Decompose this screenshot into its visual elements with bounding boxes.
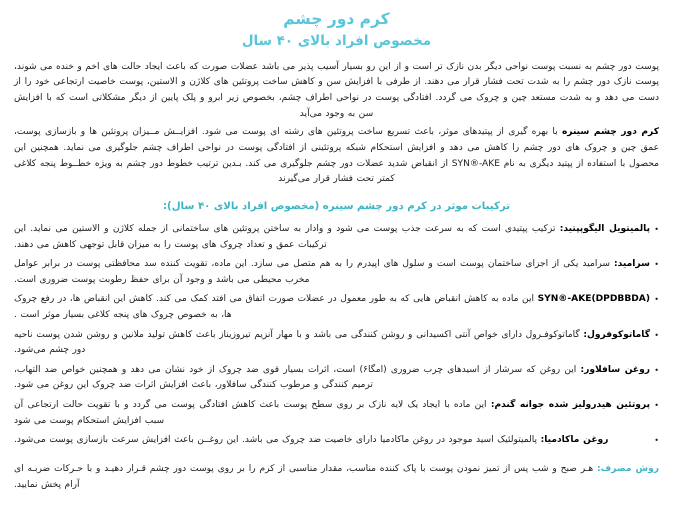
product-name-bold: کرم دور چشم سینره — [561, 127, 659, 138]
ingredient-description: ترکیب پپتیدی است که به سرعت جذب پوست می شود و وادار به ساختن پروتئین های ساختمانی از جمله کلاژن و الاستین می نماید. این ترکیبات عمق و تعداد چروک های پوست را به میزان قابل توجهی کاهش می دهند. — [14, 224, 560, 250]
ingredient-name: روغن ماکادمیا: — [540, 434, 609, 445]
ingredient-description: پالمیتولئیک اسید موجود در روغن ماکادمیا دارای خاصیت ضد چروک می باشد. این روغــن باعث افزایش سرعت بازسازی پوست می‌شود. — [14, 434, 541, 445]
ingredient-description: این ماده با ایجاد یک لایه نازک بر روی سطح پوست باعث کاهش افتادگی پوست می گردد و با تقویت حالت ارتجاعی آن سبب افزایش استحکام پوست می شود — [14, 399, 491, 426]
list-item — [14, 328, 659, 360]
ingredients-list — [14, 222, 659, 449]
list-item — [14, 292, 659, 324]
intro-paragraph-2-text: با بهره گیری از پپتیدهای موثر، باعث تسریع ساخت پروتئین های رشته ای پوست می شود. افزایــش مــیزان پروتئین ها و بازسازی پوست، عمق چین و چروک های دور چشم را کاهش می دهد و افزایش استحکام شبکه پروتئینی از افتادگی پوست در نواحی اطراف چشم جلوگیری می نماید. همچنین این محصول با استفاده از پپتید دیگری به نام — [14, 127, 659, 169]
syn-ake-token: SYN®-AKE — [451, 158, 500, 169]
ingredient-name: پروتئین هیدرولیز شده جوانه گندم: — [490, 399, 650, 410]
intro-paragraph-1: پوست دور چشم به نسبت پوست نواحی دیگر بدن نازک تر است و از این رو بسیار آسیب پذیر می باشد عضلات صورت که باعث ایجاد حالت های اخم و خنده می شوند، پوست نازک دور چشم را به شدت تحت فشار قرار می دهند. از طرفی با افزایش سن و کاهش ساخت پروتئین های کلاژن و الاستین، پوست خاصیت ارتجاعی خود را از دست می دهد و به شدت مستعد چین و چروک می گردد. افتادگی پوست در نواحی اطراف چشم، بخصوص زیر ابرو و پلک پایین از دیگر مشکلاتی است که با افزایش سن به وجود می‌آید — [14, 61, 659, 119]
title-block — [14, 8, 659, 52]
ingredient-description: این ماده به کاهش انقباض هایی که به طور معمول در عضلات صورت اتفاق می افتد کمک می کند. کاهش این انقباض ها، در رفع چروک ها، به خصوص چروک های پنجه کلاغی بسیار موثر است . — [14, 294, 538, 321]
list-item — [14, 398, 659, 430]
ingredient-name: روغن سافلاور: — [580, 364, 650, 375]
page-subtitle: مخصوص افراد بالای ۴۰ سال — [241, 33, 432, 50]
ingredient-description: گاماتوکوفـرول دارای خواص آنتی اکسیدانی و روشن کنندگی می باشد و با مهار آنزیم تیروزیناز باعث کاهش تولید ملانین و روشن شدن پوست ناحیه دور چشم می‌شود. — [14, 329, 584, 356]
intro-paragraph-2-continued: از انقباض شدید عضلات دور چشم جلوگیری می کند. بـدین ترتیب خطوط دور چشم به ویژه خطــوط پنجه کلاغی کمتر تحت فشار قرار می‌گیرند — [14, 158, 452, 185]
ingredients-section-heading: ترکیبات موثر در کرم دور چشم سینره (مخصوص افراد بالای ۴۰ سال): — [162, 200, 511, 212]
ingredient-name: گاماتوکوفرول: — [583, 329, 650, 340]
ingredient-description: سرامید یکی از اجزای ساختمان پوست است و سلول های اپیدرم را به هم متصل می سازد. این ماده، تقویت کننده سد محافظتی پوست در برابر عوامل مخرب محیطی می باشد و وجود آن برای حفظ رطوبت پوست ضروری است. — [14, 259, 615, 286]
list-item — [14, 222, 659, 254]
ingredient-name: سرامید: — [614, 259, 650, 270]
usage-text: هـر صبح و شب پس از تمیز نمودن پوست با پاک کننده مناسب، مقدار مناسبی از کرم را بر روی پوست دور چشم قـرار دهیـد و با حـرکات ضربـه ای آرام پخش نمایید. — [14, 463, 598, 490]
usage-label: روش مصرف: — [597, 463, 659, 474]
list-item — [14, 433, 659, 449]
ingredient-description: این روغن که سرشار از اسیدهای چرب ضروری (امگا۶) است، اثرات بسیار قوی ضد چروک از خود نشان می دهد و همچنین خواص ضد التهاب، ترمیم کنندگی و مرطوب کنندگی سافلاور، باعث افزایش اثرات ضد چروک این روغن می شود. — [14, 364, 581, 391]
ingredient-name: SYN®-AKE(DPDBBDA) — [537, 294, 650, 305]
usage-instructions — [14, 462, 659, 494]
ingredient-name: پالمیتویل الیگوپپتید: — [559, 224, 651, 235]
intro-paragraph-2 — [14, 125, 659, 188]
list-item — [14, 363, 659, 395]
list-item — [14, 257, 659, 289]
page-title: کرم دور چشم — [283, 10, 390, 28]
